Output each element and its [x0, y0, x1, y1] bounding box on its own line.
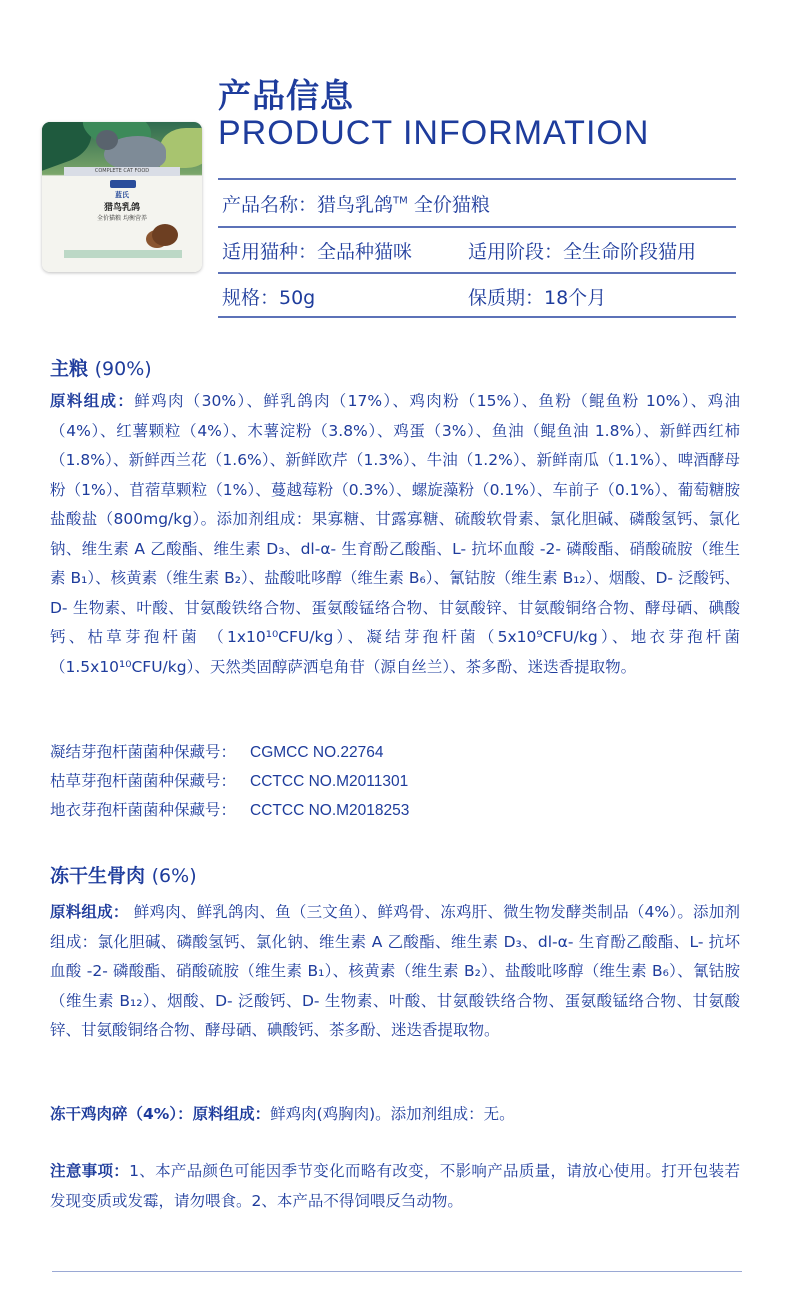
strain-code: CCTCC NO.M2018253: [250, 802, 410, 819]
package-band: COMPLETE CAT FOOD: [64, 167, 180, 176]
main-food-ingredients: [50, 387, 740, 682]
main-food-title: [50, 354, 152, 381]
divider: [218, 226, 736, 228]
strain-row: [50, 769, 408, 791]
package-strip: [64, 250, 182, 258]
page-title-en: PRODUCT INFORMATION: [218, 114, 650, 152]
name-label: 产品名称：: [222, 194, 318, 216]
strain-label: 枯草芽孢杆菌菌种保藏号：: [50, 772, 237, 790]
bottom-divider: [52, 1271, 742, 1272]
page-title-cn: 产品信息: [218, 76, 354, 115]
ingredients-label: 原料组成：: [50, 903, 129, 921]
info-row-spec: [222, 283, 607, 310]
package-product-name: 猎鸟乳鸽: [103, 203, 140, 213]
strain-code: CCTCC NO.M2011301: [250, 773, 409, 790]
chicken-bits: [50, 1100, 740, 1130]
divider: [218, 178, 736, 180]
ingredients-text: 鲜鸡肉（30%）、鲜乳鸽肉（17%）、鸡肉粉（15%）、鱼粉（鲲鱼粉 10%）、鸡油（4%）、红薯颗粒（4%）、木薯淀粉（3.8%）、鸡蛋（3%）、鱼油（鲲鱼油 1.8%）、新鲜西红柿（1.8%）、新鲜西兰花（1.6%）、新鲜欧芹（1.3%）、牛油（1.2%）、新鲜南瓜（1.1%）、啤酒酵母粉（1%）、苜蓿草颗粒（1%）、蔓越莓粉（0.3%）、螺旋藻粉（0.1%）、车前子（0.1%）、葡萄糖胺盐酸盐（800mg/kg）。添加剂组成：果寡糖、甘露寡糖、硫酸软骨素、氯化胆碱、磷酸氢钙、氯化钠、维生素 A 乙酸酯、维生素 D₃、dl-α- 生育酚乙酸酯、L- 抗坏血酸 -2- 磷酸酯、硝酸硫胺（维生素 B₁）、核黄素（维生素 B₂）、盐酸吡哆醇（维生素 B₆）、氰钴胺（维生素 B₁₂）、烟酸、D- 泛酸钙、D- 生物素、叶酸、甘氨酸铁络合物、蛋氨酸锰络合物、甘氨酸锌、甘氨酸铜络合物、酵母硒、碘酸钙、枯草芽孢杆菌 （1x10¹⁰CFU/kg）、凝结芽孢杆菌（5x10⁹CFU/kg）、地衣芽孢杆菌（1.5x10¹⁰CFU/kg）、天然类固醇萨洒皂角苷（源自丝兰）、茶多酚、迷迭香提取物。: [50, 392, 740, 676]
chicken-bits-title: 冻干鸡肉碎（4%）：原料组成：: [50, 1105, 271, 1123]
product-package-image: [42, 122, 202, 272]
main-food-percent: (90%): [94, 358, 152, 380]
strain-label: 地衣芽孢杆菌菌种保藏号：: [50, 801, 237, 819]
freeze-dried-percent: (6%): [151, 865, 197, 887]
info-row-suitability: [222, 237, 697, 264]
notice-text: 1、本产品颜色可能因季节变化而略有改变，不影响产品质量，请放心使用。打开包装若发现变质或发霉，请勿喂食。2、本产品不得饲喂反刍动物。: [50, 1162, 740, 1210]
ingredients-text: 鲜鸡肉、鲜乳鸽肉、鱼（三文鱼）、鲜鸡骨、冻鸡肝、微生物发酵类制品（4%）。添加剂组成：氯化胆碱、磷酸氢钙、氯化钠、维生素 A 乙酸酯、维生素 D₃、dl-α- 生育酚乙酸酯、L- 抗坏血酸 -2- 磷酸酯、硝酸硫胺（维生素 B₁）、核黄素（维生素 B₂）、盐酸吡哆醇（维生素 B₆）、氰钴胺（维生素 B₁₂）、烟酸、D- 泛酸钙、D- 生物素、叶酸、甘氨酸铁络合物、蛋氨酸锰络合物、甘氨酸锌、甘氨酸铜络合物、酵母硒、碘酸钙、茶多酚、迷迭香提取物。: [50, 903, 740, 1039]
ingredients-label: 原料组成：: [50, 392, 135, 410]
strain-row: [50, 798, 409, 820]
brand-logo: [110, 180, 136, 188]
kibble-illustration: [152, 224, 178, 246]
freeze-dried-title: [50, 861, 197, 888]
strain-label: 凝结芽孢杆菌菌种保藏号：: [50, 743, 237, 761]
cat-type: 适用猫种：全品种猫咪: [222, 241, 413, 263]
notice: [50, 1157, 740, 1216]
divider: [218, 272, 736, 274]
life-stage: 适用阶段：全生命阶段猫用: [468, 241, 697, 263]
freeze-dried-title-text: 冻干生骨肉: [50, 865, 146, 887]
name-value: 猎鸟乳鸽: [317, 194, 394, 216]
main-food-title-text: 主粮: [50, 358, 89, 380]
strain-row: [50, 740, 384, 762]
leaf-decoration: [160, 128, 202, 168]
strain-code: CGMCC NO.22764: [250, 744, 384, 761]
package-subtitle: 全价猫粮 均衡营养: [97, 215, 147, 222]
package-brand: 蓝氏: [115, 191, 129, 199]
freeze-dried-ingredients: [50, 898, 740, 1046]
spec: 规格：50g: [222, 287, 316, 309]
notice-label: 注意事项：: [50, 1162, 130, 1180]
chicken-bits-text: 鲜鸡肉(鸡胸肉)。添加剂组成：无。: [270, 1105, 515, 1123]
divider: [218, 316, 736, 318]
shelf-life: 保质期：18个月: [468, 287, 607, 309]
pigeon-illustration: [104, 136, 166, 170]
name-suffix: 全价猫粮: [407, 194, 490, 216]
trademark: TM: [393, 195, 408, 207]
info-row-name: [222, 190, 490, 217]
